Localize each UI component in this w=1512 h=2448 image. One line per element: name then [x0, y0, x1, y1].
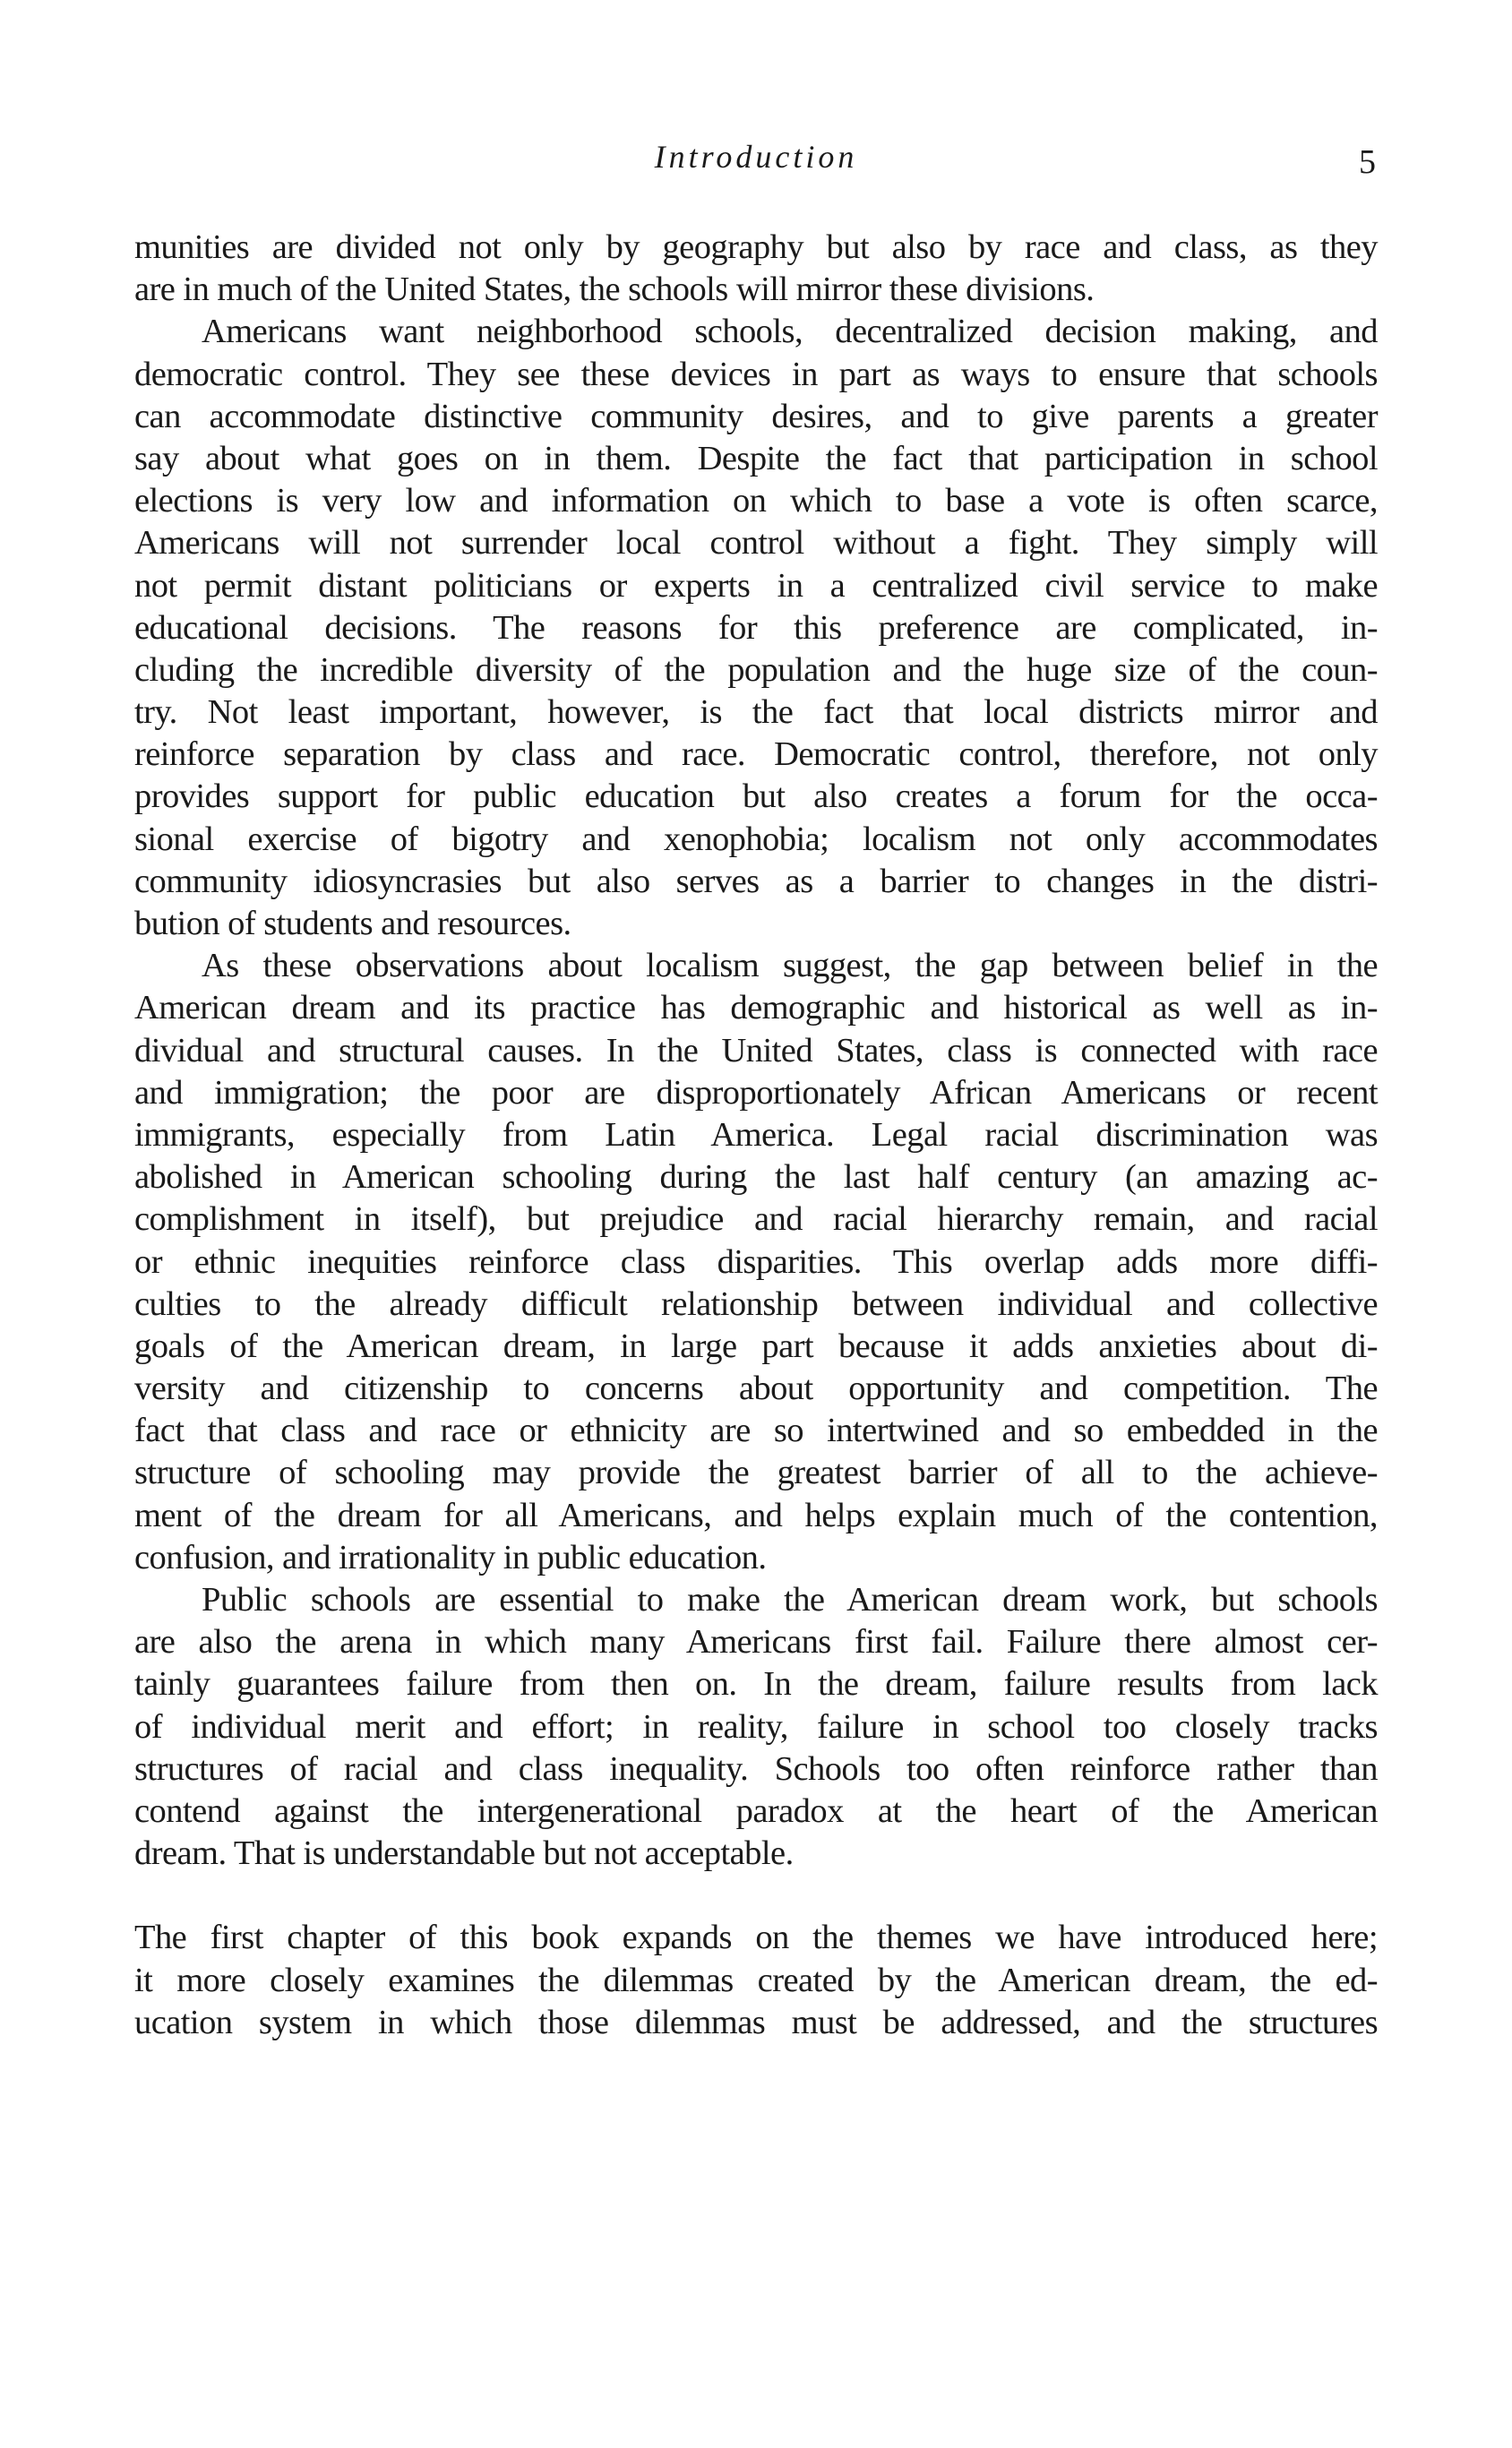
text-line: abolished in American schooling during the last half century (an amazing ac-	[134, 1158, 1378, 1197]
text-line: fact that class and race or ethnicity are so intertwined and so embedded in the	[134, 1412, 1378, 1450]
text-line: structure of schooling may provide the greatest barrier of all to the achieve-	[134, 1454, 1378, 1492]
paragraph-first-chapter	[134, 1917, 1378, 2044]
text-line: The first chapter of this book expands on the themes we have introduced here;	[134, 1919, 1378, 1957]
text-line: of individual merit and effort; in reality, failure in school too closely tracks	[134, 1707, 1378, 1746]
text-line: As these observations about localism suggest, the gap between belief in the	[202, 947, 1378, 985]
text-line: not permit distant politicians or experts in a centralized civil service to make	[134, 566, 1378, 605]
text-line: democratic control. They see these devices in part as ways to ensure that schools	[134, 355, 1378, 393]
text-line: educational decisions. The reasons for this preference are complicated, in-	[134, 608, 1378, 647]
text-line: munities are divided not only by geography but also by race and class, as they	[134, 228, 1378, 266]
text-line: try. Not least important, however, is the fact that local districts mirror and	[134, 693, 1378, 732]
running-head-title: Introduction	[654, 139, 858, 175]
text-line: tainly guarantees failure from then on. In the dream, failure results from lack	[134, 1665, 1378, 1704]
text-line: elections is very low and information on which to base a vote is often scarce,	[134, 482, 1378, 520]
text-line: structures of racial and class inequality. Schools too often reinforce rather than	[134, 1749, 1378, 1788]
text-line: culties to the already difficult relationship between individual and collective	[134, 1284, 1378, 1323]
text-line: confusion, and irrationality in public education.	[134, 1538, 767, 1576]
text-line: ucation system in which those dilemmas must be addressed, and the structures	[134, 2003, 1378, 2041]
text-line: dream. That is understandable but not acceptable.	[134, 1834, 794, 1873]
text-line: community idiosyncrasies but also serves as a barrier to changes in the distri-	[134, 862, 1378, 900]
text-line: reinforce separation by class and race. Democratic control, therefore, not only	[134, 735, 1378, 774]
text-line: it more closely examines the dilemmas created by the American dream, the ed-	[134, 1961, 1378, 1999]
text-line: Public schools are essential to make the American dream work, but schools	[202, 1581, 1378, 1619]
text-line: bution of students and resources.	[134, 905, 571, 942]
paragraph-public-schools	[134, 1579, 1378, 1875]
text-line: say about what goes on in them. Despite the fact that participation in school	[134, 439, 1378, 477]
paragraph-continuation	[134, 227, 1378, 311]
text-line: versity and citizenship to concerns about opportunity and competition. The	[134, 1370, 1378, 1408]
text-line: American dream and its practice has demographic and historical as well as in-	[134, 989, 1378, 1027]
text-line: ment of the dream for all Americans, and helps explain much of the contention,	[134, 1496, 1378, 1534]
text-line: goals of the American dream, in large part because it adds anxieties about di-	[134, 1327, 1378, 1365]
text-line: and immigration; the poor are disproportionately African Americans or recent	[134, 1073, 1378, 1112]
text-line: or ethnic inequities reinforce class disparities. This overlap adds more diffi-	[134, 1242, 1378, 1281]
text-line: sional exercise of bigotry and xenophobia; localism not only accommodates	[134, 820, 1378, 858]
paragraph-local-control	[134, 311, 1378, 945]
text-line: complishment in itself), but prejudice and racial hierarchy remain, and racial	[134, 1200, 1378, 1239]
text-line: cluding the incredible diversity of the population and the huge size of the coun-	[134, 650, 1378, 689]
text-line: are also the arena in which many Americans first fail. Failure there almost cer-	[134, 1623, 1378, 1662]
paragraph-demographic-causes	[134, 945, 1378, 1579]
text-line: are in much of the United States, the schools will mirror these divisions.	[134, 271, 1095, 309]
text-line: Americans want neighborhood schools, decentralized decision making, and	[202, 313, 1378, 351]
text-line: contend against the intergenerational paradox at the heart of the American	[134, 1791, 1378, 1830]
text-line: Americans will not surrender local control without a fight. They simply will	[134, 524, 1378, 563]
text-line: can accommodate distinctive community desires, and to give parents a greater	[134, 397, 1378, 435]
section-break	[134, 1875, 1378, 1917]
text-line: provides support for public education but also creates a forum for the occa-	[134, 777, 1378, 816]
page-number: 5	[1359, 143, 1376, 181]
running-head	[134, 134, 1378, 179]
text-line: dividual and structural causes. In the United States, class is connected with race	[134, 1031, 1378, 1069]
text-line: immigrants, especially from Latin America. Legal racial discrimination was	[134, 1115, 1378, 1154]
body-text	[134, 227, 1378, 2044]
